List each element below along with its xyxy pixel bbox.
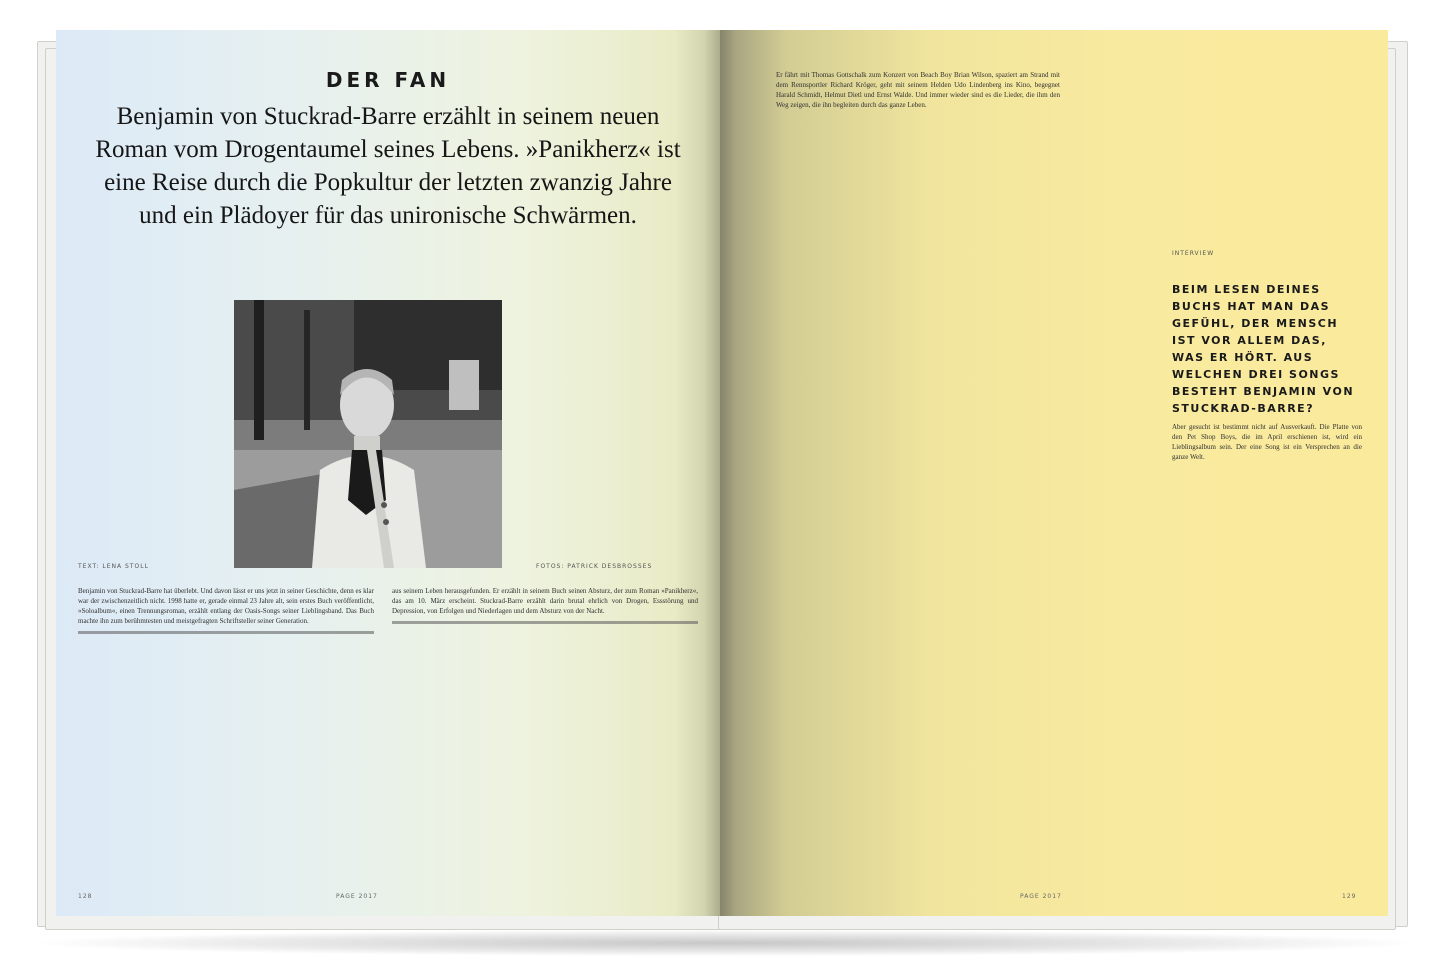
text-lines (78, 631, 374, 636)
page-number-left: 128 (78, 893, 93, 900)
body-column-1 (78, 586, 374, 882)
portrait-photo (234, 300, 502, 568)
article-kicker: DER FAN (325, 68, 451, 92)
body-column-2-text: aus seinem Leben herausgefunden. Er erzählt in seinem Buch seinen Absturz, der zum Roman »Panikherz«, das am 10. März erscheint. Stuckrad-Barre erzählt darin brutal ehrlich von Drogen, Essstörung und Depression, von Erfolgen und Niederlagen und dem Absturz von der Nacht. (392, 587, 698, 615)
article-headline: Benjamin von Stuckrad-Barre erzählt in seinem neuen Roman vom Drogentaumel seines Lebens. »Panikherz« ist eine Reise durch die Popkultur der letzten zwanzig Jahre und ein Plädoyer für das unironische Schwärmen. (95, 103, 681, 229)
page-number-right: 129 (1342, 893, 1357, 900)
interview-label: INTERVIEW (1172, 250, 1215, 257)
interview-answer-text: Aber gesucht ist bestimmt nicht auf Ausverkauft. Die Platte von den Pet Shop Boys, die im April erschienen ist, wird ein Lieblingsalbum sein. Der eine Song ist ein Versprechen an die ganze Welt. (1172, 423, 1362, 461)
book-gutter (704, 30, 736, 916)
right-body-text: Er fährt mit Thomas Gottschalk zum Konzert von Beach Boy Brian Wilson, spaziert am Strand mit dem Rennsportler Richard Kröger, geht mit seinem Helden Udo Lindenberg ins Kino, begegnet Harald Schmidt, Helmut Dietl und Ernst Walde. Und immer wieder sind es die Lieder, die ihm den Weg zeigen, die ihn begleiten durch das ganze Leben. (776, 71, 1060, 109)
interview-question: BEIM LESEN DEINES BUCHS HAT MAN DAS GEFÜHL, DER MENSCH IST VOR ALLEM DAS, WAS ER HÖRT. AUS WELCHEN DREI SONGS BESTEHT BENJAMIN VON STUCKRAD-BARRE? (1172, 283, 1355, 415)
magazine-footer-right: PAGE 2017 (1020, 893, 1062, 900)
photo-credit: FOTOS: PATRICK DESBROSSES (536, 563, 653, 570)
magazine-footer-left: PAGE 2017 (336, 893, 378, 900)
portrait-illustration (234, 300, 502, 568)
text-credit: TEXT: LENA STOLL (78, 563, 149, 570)
interview-answer-column (1172, 422, 1362, 872)
text-lines (392, 621, 698, 626)
left-page (56, 30, 720, 916)
body-column-2 (392, 586, 698, 882)
book-shadow (40, 930, 1410, 956)
right-body-column (776, 70, 1060, 870)
body-column-1-text: Benjamin von Stuckrad-Barre hat überlebt. Und davon lässt er uns jetzt in seiner Geschichte, denn es klar war der zwischenzeitlich nicht. 1998 hatte er, gerade einmal 23 Jahre alt, sein erstes Buch veröffentlicht, »Soloalbum«, einen Trennungsroman, erzählt entlang der Oasis-Songs seiner Lieblingsband. Das Buch machte ihn zum berühmtesten und meistgefragten Schriftsteller seiner Generation. (78, 587, 374, 625)
right-page (720, 30, 1388, 916)
